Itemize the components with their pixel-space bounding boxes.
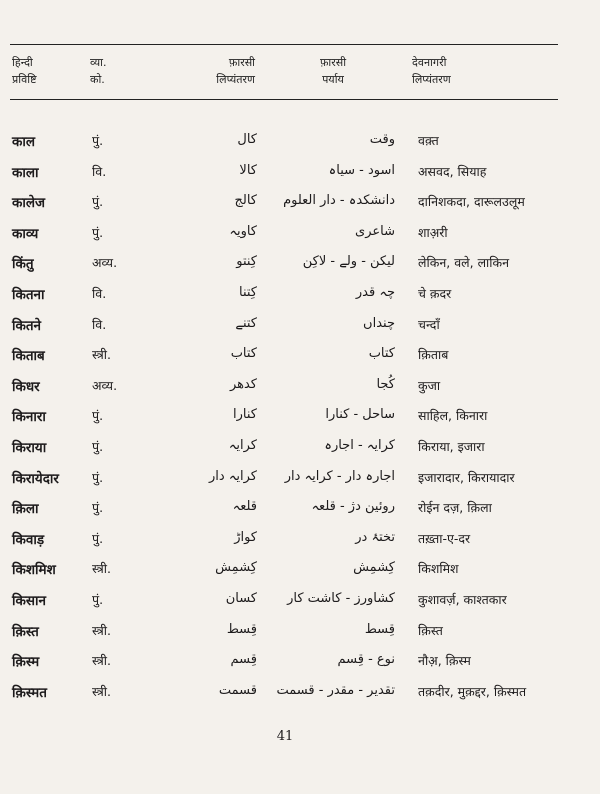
entry-farsi-transliteration: کِشمِش (215, 560, 257, 576)
entry-farsi-synonym: کرایہ - اجارہ (324, 438, 395, 453)
table-row (0, 316, 600, 336)
table-row (0, 499, 600, 519)
entry-hindi-word: कालेज (12, 195, 46, 212)
entry-farsi-transliteration: کال (237, 132, 257, 147)
entry-hindi-word: क़िस्मत (12, 684, 47, 701)
table-row (0, 652, 600, 672)
entry-devanagari-transliteration: नौअ़, क़िस्म (418, 653, 471, 669)
entry-hindi-word: काव्य (12, 225, 39, 242)
entry-devanagari-transliteration: किशमिश (418, 561, 459, 577)
entry-farsi-synonym: نوع - قِسم (337, 652, 395, 668)
entry-devanagari-transliteration: असवद, सियाह (418, 163, 487, 179)
entry-devanagari-transliteration: तख़्ता-ए-दर (418, 530, 471, 546)
header-label: लिप्यंतरण (412, 73, 451, 86)
entry-devanagari-transliteration: दानिशकदा, दारूलउलूम (418, 194, 525, 210)
table-row (0, 407, 600, 427)
entry-grammar-class: स्त्री. (92, 347, 111, 363)
entry-farsi-transliteration: کتاب (230, 346, 257, 362)
entry-grammar-class: पुं. (92, 469, 104, 485)
table-row (0, 438, 600, 458)
entry-grammar-class: वि. (92, 286, 107, 301)
entry-hindi-word: कितने (12, 317, 42, 334)
entry-farsi-synonym: قِسط (364, 621, 395, 637)
entry-devanagari-transliteration: क़िताब (418, 347, 449, 363)
entry-farsi-transliteration: کالا (239, 162, 257, 178)
table-row (0, 132, 600, 152)
table-row (0, 254, 600, 274)
entry-grammar-class: वि. (92, 316, 107, 332)
entry-hindi-word: क़िस्त (12, 623, 39, 640)
header-label: पर्याय (322, 73, 344, 86)
entry-farsi-transliteration: کتنے (235, 315, 257, 331)
header-top-rule (10, 44, 558, 45)
header-label: लिप्यंतरण (216, 73, 255, 86)
entry-farsi-synonym: شاعری (355, 223, 395, 239)
entry-grammar-class: पुं. (92, 408, 104, 424)
header-devanagari-transliteration (412, 54, 451, 88)
entry-grammar-class: स्त्री. (92, 653, 111, 669)
entry-farsi-synonym: کُجا (376, 376, 395, 392)
entry-devanagari-transliteration: इजारादार, किरायादार (418, 469, 515, 485)
entry-grammar-class: पुं. (92, 133, 104, 148)
entry-grammar-class: स्त्री. (92, 622, 111, 638)
header-label: फ़ारसी (228, 56, 255, 69)
entry-hindi-word: क़िला (12, 501, 39, 518)
entry-farsi-transliteration: کواڑ (234, 529, 257, 545)
entry-farsi-synonym: کتاب (368, 346, 395, 362)
entry-hindi-word: काल (12, 134, 36, 150)
entry-hindi-word: क़िस्म (12, 654, 40, 671)
entry-farsi-transliteration: قِسط (226, 621, 257, 637)
entry-grammar-class: पुं. (92, 439, 104, 454)
entry-hindi-word: काला (12, 164, 39, 181)
table-row (0, 530, 600, 550)
entry-devanagari-transliteration: क़िस्त (418, 622, 443, 638)
entry-hindi-word: किंतु (12, 256, 34, 273)
table-row (0, 377, 600, 397)
entry-hindi-word: किरायेदार (12, 470, 59, 487)
entry-farsi-transliteration: کِنتو (236, 254, 257, 270)
table-row (0, 683, 600, 703)
table-row (0, 560, 600, 580)
entry-farsi-synonym: وقت (369, 132, 395, 147)
entry-farsi-transliteration: قسمت (218, 682, 257, 698)
entry-devanagari-transliteration: कुशावर्ज़, काश्तकार (418, 592, 507, 607)
table-row (0, 469, 600, 489)
entry-grammar-class: वि. (92, 163, 107, 179)
entry-farsi-synonym: روئین دژ - قلعہ (311, 499, 395, 515)
entry-devanagari-transliteration: तक़दीर, मुक़द्दर, क़िस्मत (418, 683, 527, 699)
entry-devanagari-transliteration: कुजा (418, 377, 441, 393)
entry-devanagari-transliteration: चे क़दर (418, 286, 452, 301)
entry-farsi-transliteration: کرایہ دار (208, 468, 257, 484)
entry-farsi-synonym: اجارہ دار - کرایہ دار (284, 468, 395, 484)
entry-farsi-transliteration: کرایہ (228, 438, 257, 453)
entry-farsi-synonym: لیکن - ولے - لاکِن (302, 254, 395, 270)
header-label: हिन्दी (12, 56, 33, 69)
header-grammar-class (90, 54, 107, 88)
entry-grammar-class: स्त्री. (92, 561, 111, 577)
header-farsi-transliteration (195, 54, 255, 88)
entry-devanagari-transliteration: किराया, इजारा (418, 439, 485, 454)
header-farsi-synonym (298, 54, 368, 88)
header-label: देवनागरी (412, 56, 447, 69)
entry-grammar-class: अव्य. (92, 255, 118, 271)
entry-farsi-synonym: اسود - سیاہ (328, 162, 395, 178)
entry-grammar-class: स्त्री. (92, 683, 111, 699)
entry-farsi-synonym: تختۂ در (355, 529, 395, 545)
table-row (0, 622, 600, 642)
entry-devanagari-transliteration: रोईन दज़, क़िला (418, 500, 492, 516)
entry-devanagari-transliteration: साहिल, किनारा (418, 408, 488, 424)
entry-hindi-word: किधर (12, 378, 40, 395)
entry-farsi-synonym: چہ قدر (355, 285, 395, 300)
entry-devanagari-transliteration: चन्दाँ (418, 316, 440, 332)
entry-farsi-synonym: دانشکدہ - دار العلوم (283, 193, 395, 209)
entry-hindi-word: किनारा (12, 409, 46, 426)
entry-farsi-transliteration: قلعہ (232, 499, 257, 515)
entry-hindi-word: किताब (12, 348, 45, 365)
entry-farsi-synonym: کِشمِش (353, 560, 395, 576)
entry-grammar-class: पुं. (92, 500, 104, 516)
table-row (0, 591, 600, 611)
table-row (0, 346, 600, 366)
entry-farsi-transliteration: کسان (225, 591, 257, 606)
header-label: फ़ारसी (319, 56, 347, 69)
table-row (0, 163, 600, 183)
table-row (0, 224, 600, 244)
entry-farsi-transliteration: کالج (234, 193, 257, 209)
entry-grammar-class: पुं. (92, 194, 104, 210)
entry-farsi-synonym: کشاورز - کاشت کار (287, 591, 395, 606)
header-label: व्या. (90, 56, 107, 69)
entry-farsi-synonym: چنداں (363, 315, 395, 331)
entry-hindi-word: कितना (12, 287, 45, 303)
header-label: प्रविष्टि (12, 73, 37, 86)
entry-farsi-transliteration: کاویہ (229, 223, 257, 239)
entry-farsi-synonym: ساحل - کنارا (325, 407, 395, 423)
entry-farsi-transliteration: کِتنا (239, 285, 257, 300)
page-number: 41 (276, 729, 294, 744)
entry-devanagari-transliteration: शाअ़री (418, 224, 448, 240)
entry-hindi-word: किसान (12, 593, 46, 609)
entry-farsi-synonym: تقدیر - مقدر - قسمت (276, 682, 395, 698)
header-bottom-rule (10, 99, 558, 100)
header-label: को. (90, 73, 105, 86)
table-row (0, 285, 600, 305)
entry-grammar-class: पुं. (92, 530, 104, 546)
table-row (0, 193, 600, 213)
entry-devanagari-transliteration: वक़्त (418, 133, 439, 148)
header-hindi-entry (12, 54, 37, 88)
entry-devanagari-transliteration: लेकिन, वले, लाकिन (418, 255, 510, 271)
entry-farsi-transliteration: قِسم (230, 652, 257, 668)
entry-grammar-class: पुं. (92, 224, 104, 240)
entry-farsi-transliteration: کدھر (229, 376, 257, 392)
entry-farsi-transliteration: کنارا (233, 407, 257, 423)
entry-grammar-class: पुं. (92, 592, 104, 607)
entry-hindi-word: किराया (12, 440, 47, 456)
entry-hindi-word: किवाड़ (12, 531, 45, 548)
entry-grammar-class: अव्य. (92, 377, 118, 393)
entry-hindi-word: किशमिश (12, 562, 56, 579)
